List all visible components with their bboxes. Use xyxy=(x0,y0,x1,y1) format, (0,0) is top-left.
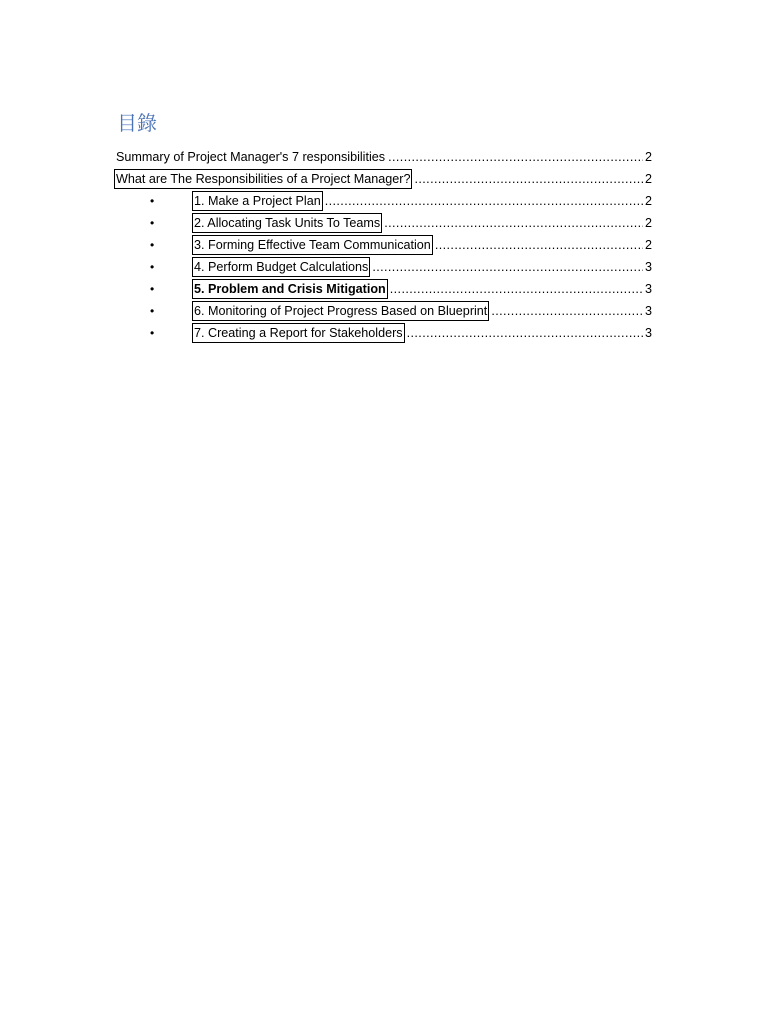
dot-leader xyxy=(325,192,643,210)
bullet-icon: • xyxy=(150,260,155,274)
bullet-icon: • xyxy=(150,326,155,340)
table-of-contents xyxy=(116,146,652,344)
toc-entry-text[interactable]: 1. Make a Project Plan xyxy=(194,194,321,208)
dot-leader xyxy=(388,148,643,166)
dot-leader xyxy=(435,236,643,254)
toc-entry-responsibilities[interactable] xyxy=(116,168,652,190)
bullet-icon: • xyxy=(150,282,155,296)
toc-heading: 目錄 xyxy=(117,111,157,135)
bullet-icon: • xyxy=(150,304,155,318)
toc-page-number: 3 xyxy=(644,326,652,340)
toc-page-number: 2 xyxy=(644,194,652,208)
toc-entry-team-communication[interactable] xyxy=(116,234,652,256)
toc-entry-text[interactable]: 5. Problem and Crisis Mitigation xyxy=(194,282,386,296)
dot-leader xyxy=(390,280,643,298)
toc-page-number: 3 xyxy=(644,282,652,296)
dot-leader xyxy=(384,214,643,232)
toc-entry-text[interactable]: 3. Forming Effective Team Communication xyxy=(194,238,431,252)
toc-entry-allocating-tasks[interactable] xyxy=(116,212,652,234)
toc-page-number: 2 xyxy=(644,238,652,252)
dot-leader xyxy=(491,302,643,320)
dot-leader xyxy=(407,324,643,342)
toc-page-number: 3 xyxy=(644,304,652,318)
toc-entry-summary[interactable] xyxy=(116,146,652,168)
toc-entry-project-plan[interactable] xyxy=(116,190,652,212)
toc-page-number: 2 xyxy=(644,172,652,186)
toc-page-number: 2 xyxy=(644,216,652,230)
toc-entry-budget-calculations[interactable] xyxy=(116,256,652,278)
toc-entry-text[interactable]: Summary of Project Manager's 7 responsibilities xyxy=(116,150,386,164)
bullet-icon: • xyxy=(150,194,155,208)
toc-entry-text[interactable]: 2. Allocating Task Units To Teams xyxy=(194,216,381,230)
toc-entry-text[interactable]: 6. Monitoring of Project Progress Based on Blueprint xyxy=(194,304,488,318)
toc-page-number: 3 xyxy=(644,260,652,274)
bullet-icon: • xyxy=(150,216,155,230)
toc-entry-crisis-mitigation[interactable] xyxy=(116,278,652,300)
dot-leader xyxy=(414,170,643,188)
toc-entry-text[interactable]: 7. Creating a Report for Stakeholders xyxy=(194,326,403,340)
toc-entry-text[interactable]: 4. Perform Budget Calculations xyxy=(194,260,369,274)
toc-entry-monitoring-progress[interactable] xyxy=(116,300,652,322)
toc-entry-text[interactable]: What are The Responsibilities of a Project Manager? xyxy=(116,172,411,186)
bullet-icon: • xyxy=(150,238,155,252)
toc-entry-stakeholder-report[interactable] xyxy=(116,322,652,344)
toc-page-number: 2 xyxy=(644,150,652,164)
dot-leader xyxy=(372,258,643,276)
